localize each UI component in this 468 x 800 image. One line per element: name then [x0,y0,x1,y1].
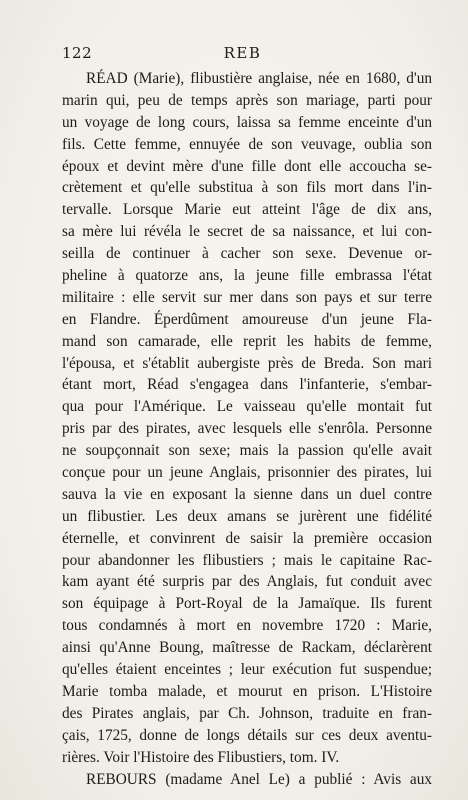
text-line: époux et devint mère d'une fille dont elle accoucha se- [62,157,432,175]
text-line: éternelle, et convinrent de saisir la première occasion [62,529,432,547]
text-line: pris par des pirates, avec lesquels elle s'enrôla. Personne [62,420,432,438]
text-line: son équipage à Port-Royal de la Jamaïque. Ils furent [62,595,432,613]
text-line: ne soupçonnait son sexe; mais la passion qu'elle avait [62,442,432,460]
text-line: pheline à quatorze ans, la jeune fille embrassa l'état [62,267,432,285]
text-line: pour abandonner les flibustiers ; mais le capitaine Rac- [62,551,432,569]
text-line: conçue pour un jeune Anglais, prisonnier des pirates, lui [62,464,432,482]
entry-read-marie [62,68,432,769]
text-line: qua pour l'Amérique. Le vaisseau qu'elle montait fut [62,398,432,416]
text-line: un voyage de long cours, laissa sa femme enceinte d'un [62,113,432,131]
text-line: étant mort, Réad s'engagea dans l'infanterie, s'embar- [62,376,432,394]
text-line: sa mère lui révéla le secret de sa naissance, et lui con- [62,223,432,241]
text-line: des Pirates anglais, par Ch. Johnson, traduite en fran- [62,704,432,722]
text-line: REBOURS (madame Anel Le) a publié : Avis aux [86,770,432,788]
text-line: RÉAD (Marie), flibustière anglaise, née en 1680, d'un [86,70,432,87]
running-title: REB [223,44,262,62]
text-line: l'épousa, et s'établit aubergiste près de Breda. Son mari [62,354,432,372]
text-line: militaire : elle servit sur mer dans son pays et sur terre [62,288,432,306]
text-line: marin qui, peu de temps après son mariage, parti pour [62,91,432,109]
text-body [62,68,432,790]
text-line: qu'elles étaient enceintes ; leur exécution fut suspendue; [62,661,432,679]
text-line: en Flandre. Éperdûment amoureuse d'un jeune Fla- [62,310,432,328]
text-line: un flibustier. Les deux amans se jurèrent une fidélité [62,507,432,525]
text-line: Marie tomba malade, et mourut en prison. L'Histoire [62,682,432,700]
text-line: tous condamnés à mort en novembre 1720 : Marie, [62,617,432,635]
text-line: kam ayant été surpris par des Anglais, fut conduit avec [62,573,432,591]
text-line: rières. Voir l'Histoire des Flibustiers, tom. IV. [62,748,340,766]
page-number: 122 [62,44,93,62]
text-line: tervalle. Lorsque Marie eut atteint l'âge de dix ans, [62,201,432,219]
text-line: crètement et qu'elle substitua à son fils mort dans l'in- [62,179,432,197]
text-line: mand son camarade, elle reprit les habits de femme, [62,332,432,350]
entry-rebours [62,769,432,791]
text-line: fils. Cette femme, ennuyée de son veuvage, oublia son [62,135,432,153]
text-line: seilla de continuer à cacher son sexe. Devenue or- [62,245,432,263]
text-line: ainsi qu'Anne Boung, maîtresse de Rackam, déclarèrent [62,639,432,657]
text-line: sauva la vie en exposant la sienne dans un duel contre [62,485,432,503]
running-head [62,44,423,64]
text-line: çais, 1725, donne de longs détails sur ces deux aventu- [62,726,432,744]
